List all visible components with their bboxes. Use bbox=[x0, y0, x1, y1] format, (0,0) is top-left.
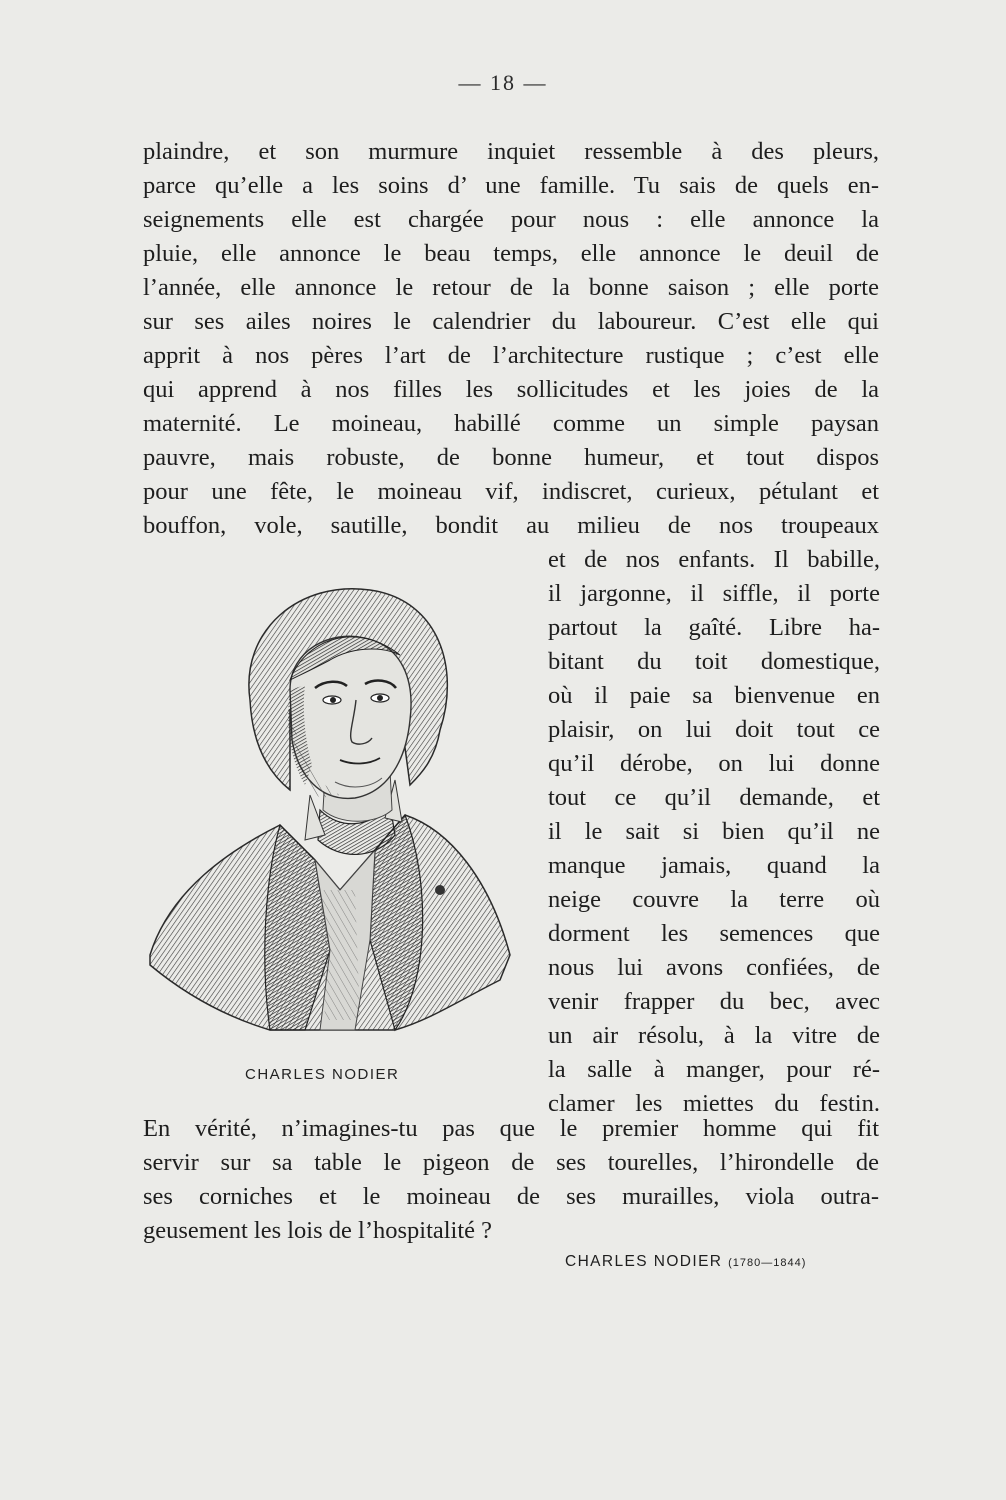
text-line: pluie, elle annonce le beau temps, elle annonce le deuil de bbox=[143, 240, 879, 267]
text-line: qui apprend à nos filles les sollicitudes et les joies de la bbox=[143, 376, 879, 403]
text-line: nous lui avons confiées, de bbox=[548, 954, 880, 981]
page-number: — 18 — bbox=[458, 70, 548, 95]
text-line: la salle à manger, pour ré- bbox=[548, 1056, 880, 1083]
text-line: seignements elle est chargée pour nous : elle annonce la bbox=[143, 206, 879, 233]
text-line: pour une fête, le moineau vif, indiscret, curieux, pétulant et bbox=[143, 478, 879, 505]
text-line: manque jamais, quand la bbox=[548, 852, 880, 879]
text-line-last: geusement les lois de l’hospitalité ? bbox=[143, 1217, 493, 1244]
text-line: l’année, elle annonce le retour de la bonne saison ; elle porte bbox=[143, 274, 879, 301]
author-dates: (1780—1844) bbox=[728, 1257, 807, 1269]
text-line: ses corniches et le moineau de ses murailles, viola outra- bbox=[143, 1183, 879, 1210]
text-line: qu’il dérobe, on lui donne bbox=[548, 750, 880, 777]
text-line: apprit à nos pères l’art de l’architecture rustique ; c’est elle bbox=[143, 342, 879, 369]
text-line: où il paie sa bienvenue en bbox=[548, 682, 880, 709]
text-line: il jargonne, il siffle, il porte bbox=[548, 580, 880, 607]
text-line: servir sur sa table le pigeon de ses tourelles, l’hirondelle de bbox=[143, 1149, 879, 1176]
text-line: pauvre, mais robuste, de bonne humeur, et tout dispos bbox=[143, 444, 879, 471]
portrait-engraving bbox=[140, 560, 520, 1040]
text-line: parce qu’elle a les soins d’ une famille. Tu sais de quels en- bbox=[143, 172, 879, 199]
text-line: dorment les semences que bbox=[548, 920, 880, 947]
text-line: plaisir, on lui doit tout ce bbox=[548, 716, 880, 743]
text-line: venir frapper du bec, avec bbox=[548, 988, 880, 1015]
author-name: CHARLES NODIER bbox=[565, 1253, 723, 1270]
text-line: plaindre, et son murmure inquiet ressemble à des pleurs, bbox=[143, 138, 879, 165]
text-line: neige couvre la terre où bbox=[548, 886, 880, 913]
text-line: sur ses ailes noires le calendrier du laboureur. C’est elle qui bbox=[143, 308, 879, 335]
text-line: clamer les miettes du festin. bbox=[548, 1090, 880, 1117]
text-line: et de nos enfants. Il babille, bbox=[548, 546, 880, 573]
text-line: tout ce qu’il demande, et bbox=[548, 784, 880, 811]
text-line: partout la gaîté. Libre ha- bbox=[548, 614, 880, 641]
text-line: bitant du toit domestique, bbox=[548, 648, 880, 675]
text-line: il le sait si bien qu’il ne bbox=[548, 818, 880, 845]
text-line: bouffon, vole, sautille, bondit au milieu de nos troupeaux bbox=[143, 512, 879, 539]
portrait-figure bbox=[140, 560, 520, 1060]
text-line: maternité. Le moineau, habillé comme un simple paysan bbox=[143, 410, 879, 437]
text-line: En vérité, n’imagines-tu pas que le premier homme qui fit bbox=[143, 1115, 879, 1142]
portrait-caption: CHARLES NODIER bbox=[245, 1066, 400, 1083]
author-signature bbox=[565, 1253, 895, 1271]
text-line: un air résolu, à la vitre de bbox=[548, 1022, 880, 1049]
